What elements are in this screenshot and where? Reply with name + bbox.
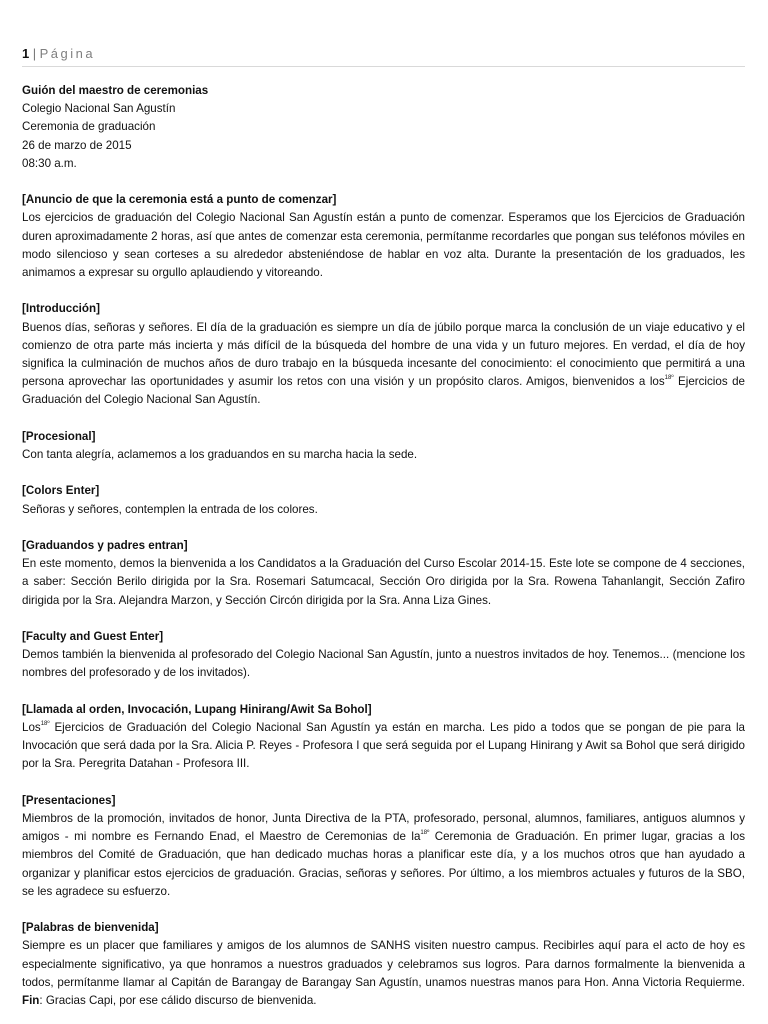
school-name: Colegio Nacional San Agustín: [22, 102, 176, 116]
section-body: [22, 319, 745, 410]
ordinal-superscript: 18º: [40, 721, 50, 727]
body-text: Ejercicios de Graduación del Colegio Nacional San Agustín.: [22, 375, 745, 407]
body-text: Ejercicios de Graduación del Colegio Nacional San Agustín ya están en marcha. Les pido a todos que se pongan de pie para la Invocación que será dada por la Sra. Alicia P. Reyes - Profesora I que será seguida por el Lupang Hinirang y Awit sa Bohol que será dirigido por la Sra. Peregrita Datahan - Profesora III.: [22, 721, 745, 771]
event-time: 08:30 a.m.: [22, 156, 77, 170]
section-introduccion: [22, 300, 745, 409]
section-body: [22, 719, 745, 774]
section-bienvenida: [22, 919, 745, 1010]
document-body: [22, 82, 745, 1010]
section-anuncio: [22, 191, 745, 282]
section-body: Demos también la bienvenida al profesorado del Colegio Nacional San Agustín, junto a nuestros invitados de hoy. Tenemos... (mencione los nombres del profesorado y de los invitados).: [22, 648, 745, 680]
section-graduandos: [22, 537, 745, 610]
body-text: : Gracias Capi, por ese cálido discurso de bienvenida.: [39, 994, 317, 1008]
document-title: Guión del maestro de ceremonias: [22, 84, 209, 97]
section-procesional: [22, 428, 745, 464]
section-heading: [Introducción]: [22, 302, 100, 316]
body-text: Buenos días, señoras y señores. El día de la graduación es siempre un día de júbilo porque marca la conclusión de un viaje educativo y el comienzo de otra parte más incierta y más difícil de la búsqueda del hombre de una vida y un futuro mejores. En verdad, el día de hoy significa la culminación de muchos años de duro trabajo en la búsqueda incesante del conocimiento: el conocimiento que permitirá a una persona aprovechar las oportunidades y asumir los retos con una visión y un propósito claros. Amigos, bienvenidos a los: [22, 320, 745, 389]
section-body: [22, 937, 745, 1010]
page-number-header: [22, 46, 95, 61]
document-header-block: [22, 82, 745, 173]
event-date: 26 de marzo de 2015: [22, 138, 132, 152]
section-llamada: [22, 701, 745, 774]
section-heading: [Graduandos y padres entran]: [22, 539, 188, 552]
body-text: Los: [22, 721, 41, 734]
body-text: Miembros de la promoción, invitados de honor, Junta Directiva de la PTA, profesorado, personal, alumnos, familiares, antiguos alumnos y amigos - mi nombre es Fernando Enad, el Maestro de Ceremonias de la: [22, 812, 745, 844]
section-heading: [Procesional]: [22, 429, 96, 443]
page-number: 1: [22, 46, 30, 61]
ordinal-superscript: 18º: [664, 375, 674, 382]
section-colors-enter: [22, 482, 745, 518]
event-name: Ceremonia de graduación: [22, 120, 156, 134]
fin-label: Fin: [22, 994, 40, 1008]
body-text: Siempre es un placer que familiares y amigos de los alumnos de SANHS visiten nuestro campus. Recibirles aquí para el acto de hoy es especialmente significativo, ya que honramos a nuestros graduados y celebramos sus logros. Para darnos formalmente la bienvenida a todos, permítanme llamar al Capitán de Barangay de Barangay San Agustín, unamos nuestras manos para Hon. Anna Victoria Requierme.: [22, 939, 745, 989]
section-faculty: [22, 628, 745, 683]
section-heading: [Llamada al orden, Invocación, Lupang Hinirang/Awit Sa Bohol]: [22, 702, 372, 716]
page-separator: |: [32, 46, 37, 61]
page-label: Página: [39, 46, 96, 61]
section-body: Señoras y señores, contemplen la entrada de los colores.: [22, 502, 318, 516]
section-heading: [Presentaciones]: [22, 793, 116, 807]
section-body: En este momento, demos la bienvenida a los Candidatos a la Graduación del Curso Escolar 2014-15. Este lote se compone de 4 secciones, a saber: Sección Berilo dirigida por la Sra. Rosemari Satumcacal, Sección Oro dirigida por la Sra. Rowena Tahanlangit, Sección Zafiro dirigida por la Sra. Alejandra Marzon, y Sección Circón dirigida por la Sra. Anna Liza Gines.: [22, 557, 745, 607]
ordinal-superscript: 18º: [420, 830, 430, 837]
header-divider: [22, 66, 745, 67]
section-heading: [Faculty and Guest Enter]: [22, 630, 164, 643]
body-text: Ceremonia de Graduación. En primer lugar, gracias a los miembros del Comité de Graduación, que han dedicado muchas horas a planificar este día, y a los muchos otros que han ayudado a organizar y planificar estos ejercicios de graduación. Gracias, señoras y señores. Por último, a los miembros actuales y futuros de la SBO, se les agradece su esfuerzo.: [22, 830, 745, 898]
section-body: Los ejercicios de graduación del Colegio Nacional San Agustín están a punto de comenzar. Esperamos que los Ejercicios de Graduación duren aproximadamente 2 horas, así que antes de comenzar esta ceremonia, permítanme recordarles que pongan sus teléfonos móviles en modo silencioso y sean corteses a su alrededor absteniéndose de hablar en voz alta. Durante la presentación de los graduados, les animamos a expresar su orgullo aplaudiendo y vitoreando.: [22, 211, 745, 280]
section-heading: [Palabras de bienvenida]: [22, 921, 159, 935]
section-heading: [Anuncio de que la ceremonia está a punto de comenzar]: [22, 193, 337, 207]
section-body: Con tanta alegría, aclamemos a los graduandos en su marcha hacia la sede.: [22, 448, 418, 462]
section-heading: [Colors Enter]: [22, 484, 100, 498]
section-body: [22, 810, 745, 901]
section-presentaciones: [22, 792, 745, 901]
